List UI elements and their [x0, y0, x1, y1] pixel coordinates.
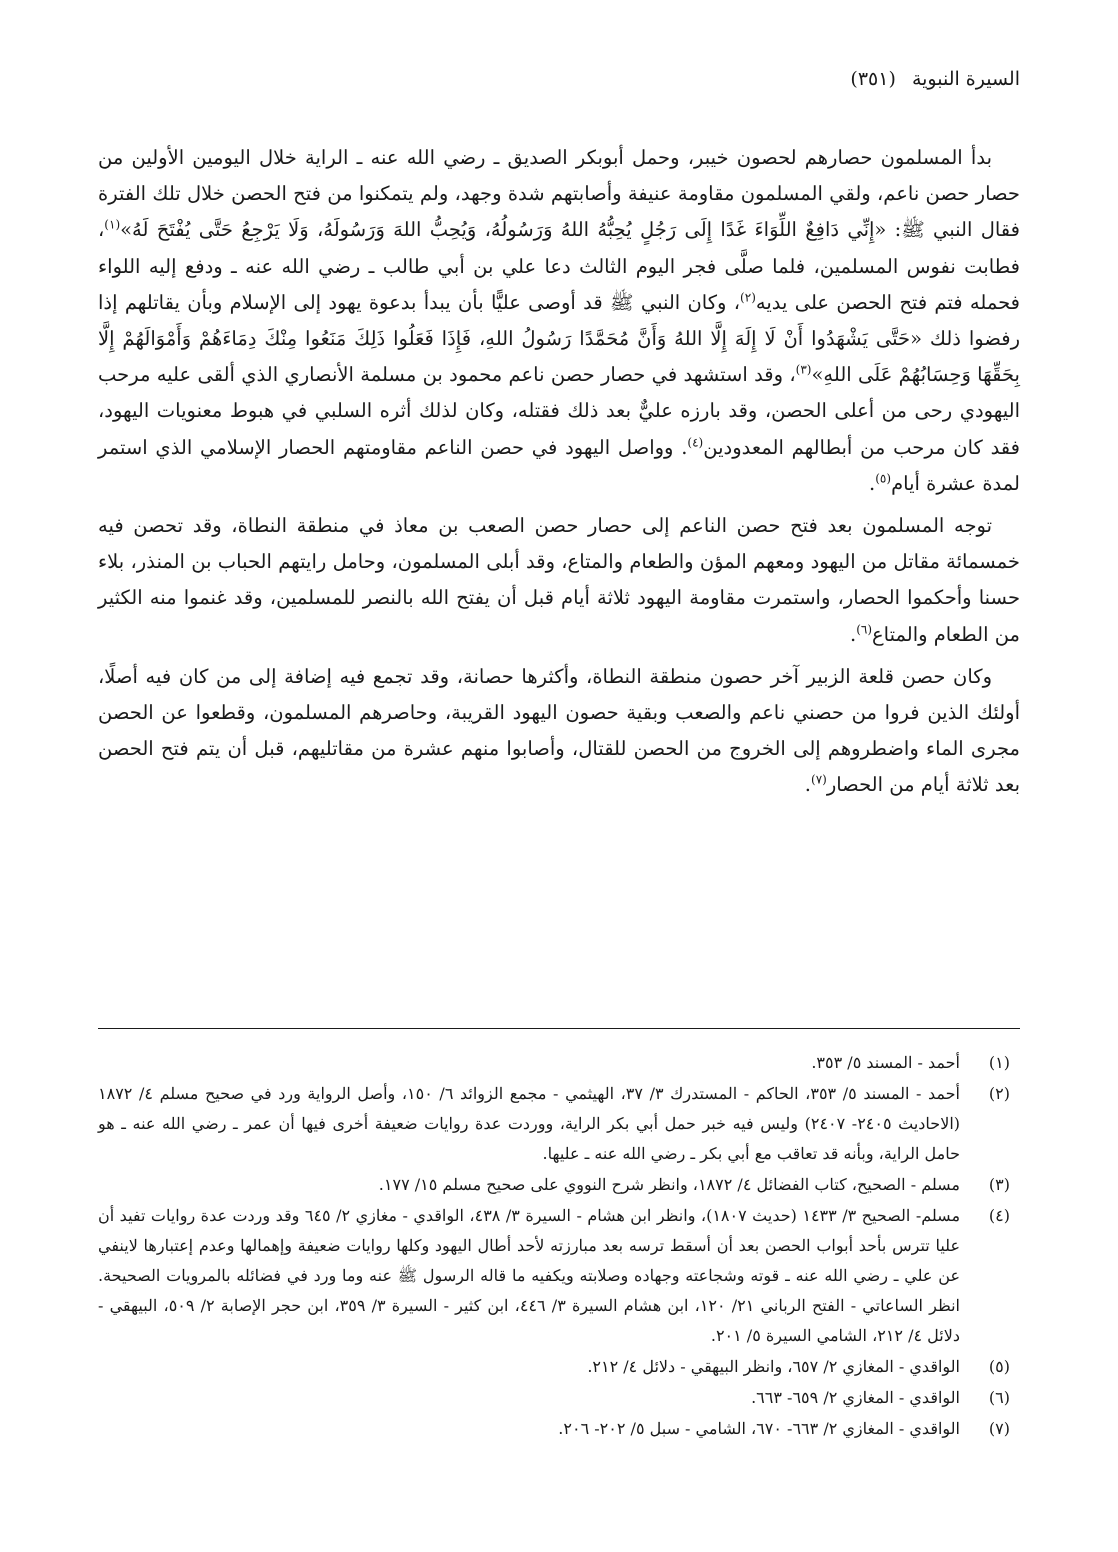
footnote-item	[98, 1048, 1020, 1078]
footnote-ref-1: (١)	[104, 217, 121, 232]
footnote-number: (١)	[988, 1053, 1010, 1072]
paragraph-1-text-e: . وواصل اليهود في حصن الناعم مقاومتهم الحصار الإسلامي الذي استمر لمدة عشرة أيام	[98, 435, 1020, 495]
footnote-item	[98, 1201, 1020, 1351]
paragraph-2	[98, 508, 1020, 653]
paragraph-1-text-b: ، فطابت نفوس المسلمين، فلما صلَّى فجر اليوم الثالث دعا علي بن أبي طالب ـ رضي الله عنه ـ ودفع إليه اللواء فحمله فتم فتح الحصن على يديه	[98, 218, 1021, 314]
footnote-number: (٢)	[988, 1084, 1010, 1103]
footnote-number: (٥)	[988, 1357, 1010, 1376]
footnote-text: أحمد - المسند ٥/ ٣٥٣، الحاكم - المستدرك ٣/ ٣٧، الهيثمي - مجمع الزوائد ٦/ ١٥٠، وأصل الرواية ورد في صحيح مسلم ٤/ ١٨٧٢ (الاحاديث ٢٤٠٥- ٢٤٠٧) وليس فيه خبر حمل أبي بكر الراية، ووردت عدة روايات ضعيفة أخرى فيها أن عمر ـ رضي الله عنه ـ هو حامل الراية، وبأنه قد تعاقب مع أبي بكر ـ رضي الله عنه ـ عليها.	[98, 1084, 961, 1163]
paragraph-3-text-b: .	[804, 773, 811, 797]
footnote-item	[98, 1383, 1020, 1413]
footnote-ref-2: (٢)	[740, 290, 756, 305]
footnote-ref-5: (٥)	[875, 471, 892, 486]
footnote-number: (٤)	[988, 1206, 1010, 1225]
paragraph-1-text-d: ، وقد استشهد في حصار حصن ناعم محمود بن مسلمة الأنصاري الذي ألقى عليه مرحب اليهودي رحى من أعلى الحصن، وقد بارزه عليٌّ بعد ذلك فقتله، وكان لذلك أثره السلبي في هبوط معنويات اليهود، فقد كان مرحب من أبطالهم المعدودين	[98, 363, 1020, 459]
footnote-text: مسلم- الصحيح ٣/ ١٤٣٣ (حديث ١٨٠٧)، وانظر ابن هشام - السيرة ٣/ ٤٣٨، الواقدي - مغازي ٢/ ٦٤٥ وقد وردت عدة روايات تفيد أن عليا تترس بأحد أبواب الحصن بعد أن أسقط ترسه بعد مبارزته لأحد أطال اليهود وكلها روايات ضعيفة وإهمالها وعدم إعتبارها لاينفي عن علي ـ رضي الله عنه ـ قوته وشجاعته وجهاده وصلابته ويكفيه ما قاله الرسول ﷺ عنه وما ورد في فضائله بالمرويات الصحيحة. انظر الساعاتي - الفتح الرباني ٢١/ ١٢٠، ابن هشام السيرة ٣/ ٤٤٦، ابن كثير - السيرة ٣/ ٣٥٩، ابن حجر الإصابة ٢/ ٥٠٩، البيهقي - دلائل ٤/ ٢١٢، الشامي السيرة ٥/ ٢٠١.	[98, 1206, 961, 1345]
footnote-text: مسلم - الصحيح، كتاب الفضائل ٤/ ١٨٧٢، وانظر شرح النووي على صحيح مسلم ١٥/ ١٧٧.	[378, 1175, 960, 1194]
header-title: السيرة النبوية	[911, 68, 1020, 90]
footnote-number: (٧)	[988, 1419, 1010, 1438]
footnote-item	[98, 1079, 1020, 1169]
paragraph-1	[98, 140, 1020, 502]
main-text	[98, 140, 1020, 810]
footnote-text: الواقدي - المغازي ٢/ ٦٦٣- ٦٧٠، الشامي - سبل ٥/ ٢٠٢- ٢٠٦.	[558, 1419, 960, 1438]
paragraph-1-text-a: بدأ المسلمون حصارهم لحصون خيبر، وحمل أبوبكر الصديق ـ رضي الله عنه ـ الراية خلال اليومين الأولين من حصار حصن ناعم، ولقي المسلمون مقاومة عنيفة وأصابتهم شدة وجهد، ولم يتمكنوا من فتح الحصن خلال تلك الفترة فقال النبي ﷺ: «إِنِّي دَافِعٌ اللِّوَاءَ غَدًا إِلَى رَجُلٍ يُحِبُّهُ اللهُ وَرَسُولُهُ، وَيُحِبُّ اللهَ وَرَسُولَهُ، وَلَا يَرْجِعُ حَتَّى يُفْتَحَ لَهُ»	[98, 146, 1020, 242]
footnote-ref-3: (٣)	[795, 362, 812, 377]
footnote-item	[98, 1414, 1020, 1444]
footnote-ref-6: (٦)	[856, 622, 873, 637]
paragraph-1-text-f: .	[869, 471, 876, 495]
footnotes-list	[98, 1048, 1020, 1445]
paragraph-2-text-b: .	[849, 622, 857, 646]
footnote-text: أحمد - المسند ٥/ ٣٥٣.	[811, 1053, 960, 1072]
footnote-text: الواقدي - المغازي ٢/ ٦٥٩- ٦٦٣.	[751, 1388, 960, 1407]
footnote-ref-4: (٤)	[687, 435, 704, 450]
footnote-text: الواقدي - المغازي ٢/ ٦٥٧، وانظر البيهقي - دلائل ٤/ ٢١٢.	[587, 1357, 960, 1376]
header-page-number: (٣٥١)	[850, 68, 896, 90]
footnote-number: (٣)	[988, 1175, 1010, 1194]
paragraph-1-text-c: ، وكان النبي ﷺ قد أوصى عليًّا بأن يبدأ بدعوة يهود إلى الإسلام وبأن يقاتلهم إذا رفضوا ذلك «حَتَّى يَشْهَدُوا أَنْ لَا إِلَهَ إِلَّا اللهُ وَأَنَّ مُحَمَّدًا رَسُولُ اللهِ، فَإِذَا فَعَلُوا ذَلِكَ مَنَعُوا مِنْكَ دِمَاءَهُمْ وَأَمْوَالَهُمْ إِلَّا بِحَقِّهَا وَحِسَابُهُمْ عَلَى اللهِ»	[98, 290, 1020, 387]
paragraph-2-text-a: توجه المسلمون بعد فتح حصن الناعم إلى حصار حصن الصعب بن معاذ في منطقة النطاة، وقد تحصن فيه خمسمائة مقاتل من اليهود ومعهم المؤن والطعام والمتاع، وقد أبلى المسلمون، وحامل رايتهم الحباب بن المنذر، بلاء حسنا وأحكموا الحصار، واستمرت مقاومة اليهود ثلاثة أيام قبل أن يفتح الله بالنصر للمسلمين، وقد غنموا منه الكثير من الطعام والمتاع	[98, 514, 1020, 646]
footnote-item	[98, 1352, 1020, 1382]
footnote-number: (٦)	[988, 1388, 1010, 1407]
running-header	[850, 66, 1020, 92]
footnote-separator	[98, 1028, 1020, 1029]
footnote-ref-7: (٧)	[811, 772, 827, 787]
paragraph-3-text-a: وكان حصن قلعة الزبير آخر حصون منطقة النطاة، وأكثرها حصانة، وقد تجمع فيه إضافة إلى من كان فيه أصلًا، أولئك الذين فروا من حصني ناعم والصعب وبقية حصون اليهود القريبة، وحاصرهم المسلمون، وقطعوا عن الحصن مجرى الماء واضطروهم إلى الخروج من الحصن للقتال، وأصابوا منهم عشرة من مقاتليهم، قبل أن يتم فتح الحصن بعد ثلاثة أيام من الحصار	[98, 664, 1020, 797]
footnote-item	[98, 1170, 1020, 1200]
paragraph-3	[98, 659, 1020, 804]
